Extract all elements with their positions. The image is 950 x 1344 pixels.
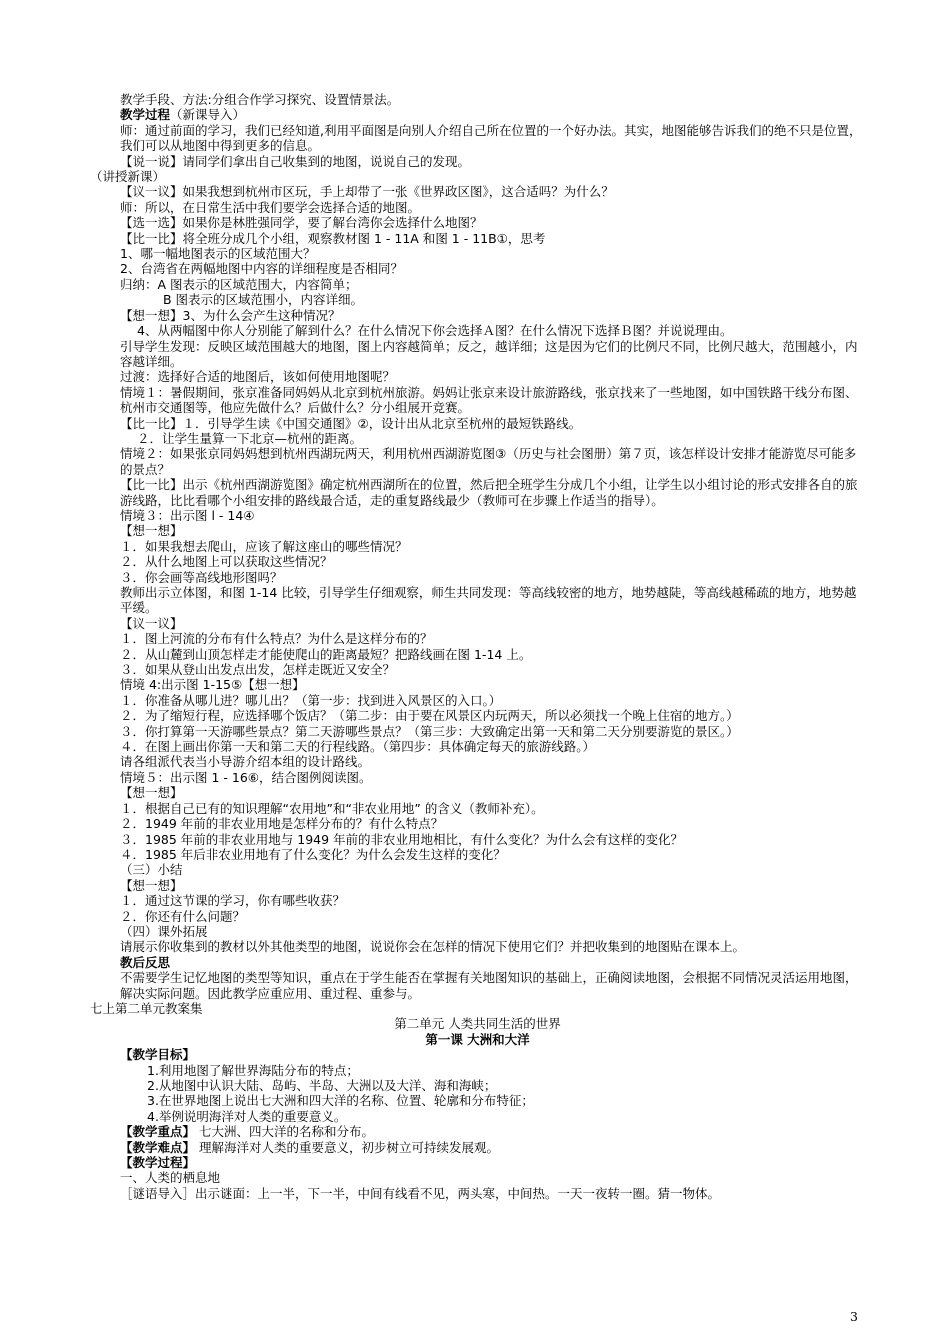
line-text: 情境５：出示图 1 - 16⑥，结合图例阅读图。 — [120, 769, 372, 785]
line-text: 师：通过前面的学习，我们已经知道,利用平面图是向别人介绍自己所在位置的一个好办法。其实，地图能够告诉我们的绝不只是位置，我们可以从地图中得到更多的信息。 — [120, 122, 862, 154]
section-heading: 【教学过程】 — [120, 1155, 196, 1171]
text-line — [90, 1140, 865, 1155]
text-line — [90, 585, 865, 616]
section-heading: 第一课 大洲和大洋 — [425, 1031, 530, 1047]
line-text: 【比一比】将全班分成几个小组，观察教材图 1 - 11A 和图 1 - 11B①，思考 — [120, 230, 546, 246]
text-line — [90, 862, 865, 877]
line-text: ３．你打算第一天游哪些景点？第二天游哪些景点？（第三步：大致确定出第一天和第二天分别要游览的景区。） — [120, 723, 739, 739]
text-line — [90, 416, 865, 431]
text-line — [90, 107, 865, 122]
text-line — [90, 261, 865, 276]
text-line — [90, 955, 865, 970]
text-line — [90, 339, 865, 370]
text-line — [90, 554, 865, 569]
line-text: （新课导入） — [170, 107, 246, 123]
text-line — [90, 431, 865, 446]
text-line — [90, 970, 865, 1001]
text-line — [90, 739, 865, 754]
text-line — [90, 785, 865, 800]
line-text: ３．1985 年前的非农业用地与 1949 年前的非农业用地相比，有什么变化？为什么会有这样的变化？ — [120, 831, 684, 847]
text-line — [90, 154, 865, 169]
text-line — [90, 123, 865, 154]
line-text: 请展示你收集到的教材以外其他类型的地图，说说你会在怎样的情况下使用它们？并把收集到的地图贴在课本上。 — [120, 939, 746, 955]
line-text: 1.利用地图了解世界海陆分布的特点； — [147, 1062, 359, 1078]
line-text: 【想一想】 — [120, 523, 183, 539]
text-line — [90, 801, 865, 816]
line-text: 【想一想】 — [120, 785, 183, 801]
text-line — [90, 92, 865, 107]
text-line — [90, 1078, 865, 1093]
text-line — [90, 169, 865, 184]
line-text: 2、台湾省在两幅地图中内容的详细程度是否相同？ — [120, 261, 403, 277]
text-line — [90, 770, 865, 785]
line-text: ２．1949 年前的非农业用地是怎样分布的？有什么特点？ — [120, 816, 444, 832]
line-text: 七大洲、四大洋的名称和分布。 — [195, 1124, 374, 1140]
text-line — [90, 1124, 865, 1139]
text-line — [90, 277, 865, 292]
line-text: 情境 4:出示图 1-15⑤【想一想】 — [120, 677, 305, 693]
line-text: ２．你还有什么问题？ — [120, 908, 246, 924]
text-line — [90, 832, 865, 847]
line-text: ４．1985 年后非农业用地有了什么变化？为什么会发生这样的变化？ — [120, 846, 506, 862]
text-line — [90, 924, 865, 939]
line-text: １．根据自己已有的知识理解“农用地”和“非农业用地” 的含义（教师补充）。 — [120, 800, 544, 816]
line-text: 4.举例说明海洋对人类的重要意义。 — [147, 1108, 347, 1124]
text-line — [90, 1186, 865, 1201]
text-line — [90, 1093, 865, 1108]
line-text: 【选一选】如果你是林胜强同学，要了解台湾你会选择什么地图？ — [120, 215, 483, 231]
text-line — [90, 1047, 865, 1062]
text-line — [90, 385, 865, 416]
line-text: 七上第二单元教案集 — [90, 1000, 203, 1016]
text-line — [90, 1016, 865, 1031]
text-line — [90, 323, 865, 338]
line-text: 【比一比】出示《杭州西湖游览图》确定杭州西湖所在的位置，然后把全班学生分成几个小组，让学生以小组讨论的形式安排各自的旅游线路，比比看哪个小组安排的路线最合适，走的重复路线最少（教师可在步骤上作适当的指导）。 — [120, 477, 858, 508]
line-text: 【说一说】请同学们拿出自己收集到的地图，说说自己的发现。 — [120, 153, 471, 169]
text-line — [90, 184, 865, 199]
line-text: 不需要学生记忆地图的类型等知识，重点在于学生能否在掌握有关地图知识的基础上，正确阅读地图，会根据不同情况灵活运用地图，解决实际问题。因此教学应重应用、重过程、重参与。 — [120, 970, 858, 1001]
text-line — [90, 847, 865, 862]
text-line — [90, 1155, 865, 1170]
line-text: 【想一想】3、为什么会产生这种情况？ — [120, 307, 341, 323]
text-line — [90, 1170, 865, 1185]
line-text: ３．你会画等高线地形图吗？ — [120, 569, 283, 585]
document-body — [90, 92, 865, 1201]
line-text: 教师出示立体图，和图 1-14 比较，引导学生仔细观察，师生共同发现：等高线较密的地方，地势越陡，等高线越稀疏的地方，地势越平缓。 — [120, 585, 857, 616]
line-text: 引导学生发现：反映区域范围越大的地图，图上内容越简单；反之，越详细；这是因为它们的比例尺不同，比例尺越大，范围越小，内容越详细。 — [120, 338, 858, 369]
section-heading: 教后反思 — [120, 954, 171, 970]
text-line — [90, 724, 865, 739]
text-line — [90, 477, 865, 508]
line-text: ２．从山麓到山顶怎样走才能使爬山的距离最短？把路线画在图 1-14 上。 — [120, 646, 532, 662]
line-text: 【想一想】 — [120, 877, 183, 893]
section-label: 【教学重点】 — [120, 1124, 196, 1140]
section-heading: 【教学目标】 — [120, 1047, 196, 1063]
text-line — [90, 446, 865, 477]
line-text: １．你准备从哪儿进？哪儿出？（第一步：找到进入风景区的入口。） — [120, 692, 502, 708]
text-line — [90, 893, 865, 908]
text-line — [90, 1063, 865, 1078]
line-text: ２．为了缩短行程，应选择哪个饭店？（第二步：由于要在风景区内玩两天，所以必须找一个晚上住宿的地方。） — [120, 708, 739, 724]
text-line — [90, 508, 865, 523]
line-text: （四）课外拓展 — [120, 923, 208, 939]
line-text: 请各组派代表当小导游介绍本组的设计路线。 — [120, 754, 371, 770]
text-line — [90, 215, 865, 230]
text-line — [90, 292, 865, 307]
line-text: 【比一比】１．引导学生读《中国交通图》②，设计出从北京至杭州的最短铁路线。 — [120, 415, 582, 431]
line-text: ２．从什么地图上可以获取这些情况？ — [120, 554, 333, 570]
line-text: 【议一议】如果我想到杭州市区玩，手上却带了一张《世界政区图》，这合适吗？为什么？ — [120, 184, 614, 200]
text-line — [90, 647, 865, 662]
line-text: 4、从两幅图中你人分别能了解到什么？在什么情况下你会选择Ａ图？在什么情况下选择Ｂ图？并说说理由。 — [137, 323, 733, 339]
text-line — [90, 200, 865, 215]
text-line — [90, 631, 865, 646]
text-line — [90, 539, 865, 554]
line-text: 第二单元 人类共同生活的世界 — [394, 1016, 561, 1032]
line-text: １．图上河流的分布有什么特点？为什么是这样分布的？ — [120, 631, 433, 647]
text-line — [90, 1001, 865, 1016]
text-line — [90, 754, 865, 769]
line-text: 2.从地图中认识大陆、岛屿、半岛、大洲以及大洋、海和海峡； — [147, 1078, 497, 1093]
text-line — [90, 1109, 865, 1124]
line-text: 师：所以，在日常生活中我们要学会选择合适的地图。 — [120, 199, 421, 215]
text-line — [90, 909, 865, 924]
text-line — [90, 523, 865, 538]
line-text: （三）小结 — [120, 862, 183, 878]
section-label: 【教学难点】 — [120, 1139, 196, 1155]
line-text: ３．如果从登山出发点出发，怎样走既近又安全？ — [120, 662, 396, 678]
line-text: 归纳：A 图表示的区域范围大，内容简单； — [120, 276, 358, 292]
text-line — [90, 878, 865, 893]
text-line — [90, 570, 865, 585]
line-text: 【议一议】 — [120, 615, 183, 631]
text-line — [90, 1032, 865, 1047]
line-text: 理解海洋对人类的重要意义，初步树立可持续发展观。 — [195, 1139, 499, 1155]
text-line — [90, 662, 865, 677]
line-text: ［谜语导入］出示谜面：上一半，下一半，中间有线看不见，两头寒，中间热。一天一夜转一圈。猜一物体。 — [120, 1185, 721, 1201]
line-text: B 图表示的区域范围小，内容详细。 — [163, 292, 364, 308]
line-text: 情境２：如果张京同妈妈想到杭州西湖玩两天，利用杭州西湖游览图③（历史与社会图册）第７页，该怎样设计安排才能游览尽可能多的景点？ — [120, 446, 857, 477]
line-text: 情境１：暑假期间，张京准备同妈妈从北京到杭州旅游。妈妈让张京来设计旅游路线，张京找来了一些地图，如中国铁路干线分布图、杭州市交通图等，他应先做什么？后做什么？分小组展开竞赛。 — [120, 384, 858, 416]
text-line — [90, 616, 865, 631]
line-text: 过渡：选择好合适的地图后，该如何使用地图呢？ — [120, 369, 396, 385]
line-text: １．如果我想去爬山，应该了解这座山的哪些情况？ — [120, 538, 408, 554]
text-line — [90, 677, 865, 692]
text-line — [90, 308, 865, 323]
line-text: ２．让学生量算一下北京—杭州的距离。 — [137, 430, 363, 446]
text-line — [90, 708, 865, 723]
line-text: 1、哪一幅地图表示的区域范围大？ — [120, 246, 316, 262]
text-line — [90, 246, 865, 261]
page-number: 3 — [850, 1309, 858, 1324]
line-text: （讲授新课） — [90, 169, 166, 185]
text-line — [90, 816, 865, 831]
text-line — [90, 939, 865, 954]
line-text: １．通过这节课的学习，你有哪些收获？ — [120, 893, 346, 909]
text-line — [90, 693, 865, 708]
line-text: ４．在图上画出你第一天和第二天的行程线路。（第四步：具体确定每天的旅游线路。） — [120, 739, 596, 755]
line-text: 情境３：出示图 l - 14④ — [120, 507, 255, 523]
text-line — [90, 231, 865, 246]
line-text: 一、人类的栖息地 — [120, 1170, 221, 1186]
line-text: 3.在世界地图上说出七大洲和四大洋的名称、位置、轮廓和分布特征； — [147, 1093, 534, 1109]
text-line — [90, 369, 865, 384]
line-text: 教学手段、方法:分组合作学习探究、设置情景法。 — [120, 92, 400, 107]
section-label: 教学过程 — [120, 107, 171, 123]
